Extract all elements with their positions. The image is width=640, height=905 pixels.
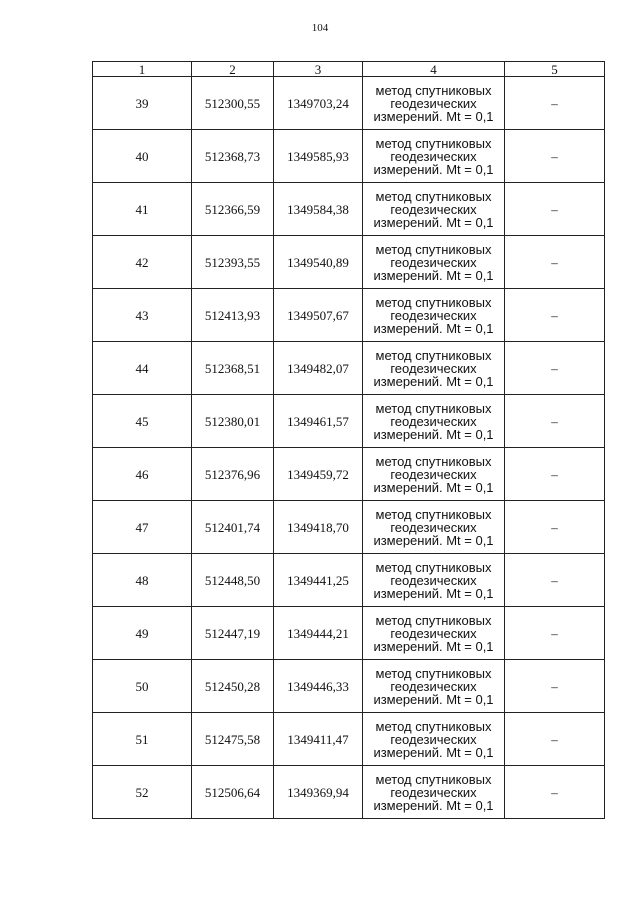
x-coordinate-cell: 512401,74 xyxy=(192,501,274,554)
table-body xyxy=(93,62,605,819)
point-number-cell: 40 xyxy=(93,130,192,183)
description-cell: – xyxy=(505,554,605,607)
point-number-cell: 52 xyxy=(93,766,192,819)
description-cell: – xyxy=(505,236,605,289)
table-row xyxy=(93,342,605,395)
x-coordinate-cell: 512368,73 xyxy=(192,130,274,183)
method-cell: метод спутниковых геодезических измерений. Mt = 0,1 xyxy=(363,501,505,554)
description-cell: – xyxy=(505,289,605,342)
method-cell: метод спутниковых геодезических измерений. Mt = 0,1 xyxy=(363,77,505,130)
header-cell-1: 1 xyxy=(93,62,192,77)
y-coordinate-cell: 1349441,25 xyxy=(274,554,363,607)
method-cell: метод спутниковых геодезических измерений. Mt = 0,1 xyxy=(363,236,505,289)
point-number-cell: 47 xyxy=(93,501,192,554)
table-row xyxy=(93,289,605,342)
method-cell: метод спутниковых геодезических измерений. Mt = 0,1 xyxy=(363,289,505,342)
description-cell: – xyxy=(505,77,605,130)
table-row xyxy=(93,501,605,554)
x-coordinate-cell: 512413,93 xyxy=(192,289,274,342)
x-coordinate-cell: 512448,50 xyxy=(192,554,274,607)
point-number-cell: 46 xyxy=(93,448,192,501)
point-number-cell: 49 xyxy=(93,607,192,660)
table-row xyxy=(93,77,605,130)
y-coordinate-cell: 1349369,94 xyxy=(274,766,363,819)
description-cell: – xyxy=(505,766,605,819)
method-cell: метод спутниковых геодезических измерений. Mt = 0,1 xyxy=(363,342,505,395)
table-row xyxy=(93,660,605,713)
table-header-row xyxy=(93,62,605,77)
point-number-cell: 39 xyxy=(93,77,192,130)
point-number-cell: 50 xyxy=(93,660,192,713)
point-number-cell: 43 xyxy=(93,289,192,342)
method-cell: метод спутниковых геодезических измерений. Mt = 0,1 xyxy=(363,607,505,660)
x-coordinate-cell: 512450,28 xyxy=(192,660,274,713)
table-row xyxy=(93,236,605,289)
description-cell: – xyxy=(505,342,605,395)
header-cell-4: 4 xyxy=(363,62,505,77)
table-row xyxy=(93,183,605,236)
x-coordinate-cell: 512447,19 xyxy=(192,607,274,660)
table-row xyxy=(93,130,605,183)
y-coordinate-cell: 1349446,33 xyxy=(274,660,363,713)
table-row xyxy=(93,607,605,660)
point-number-cell: 42 xyxy=(93,236,192,289)
method-cell: метод спутниковых геодезических измерений. Mt = 0,1 xyxy=(363,713,505,766)
header-cell-3: 3 xyxy=(274,62,363,77)
method-cell: метод спутниковых геодезических измерений. Mt = 0,1 xyxy=(363,448,505,501)
table-row xyxy=(93,395,605,448)
y-coordinate-cell: 1349411,47 xyxy=(274,713,363,766)
table-row xyxy=(93,554,605,607)
description-cell: – xyxy=(505,607,605,660)
y-coordinate-cell: 1349444,21 xyxy=(274,607,363,660)
coordinates-table xyxy=(92,61,605,819)
point-number-cell: 44 xyxy=(93,342,192,395)
y-coordinate-cell: 1349418,70 xyxy=(274,501,363,554)
description-cell: – xyxy=(505,448,605,501)
page-number: 104 xyxy=(311,22,329,34)
description-cell: – xyxy=(505,183,605,236)
x-coordinate-cell: 512506,64 xyxy=(192,766,274,819)
point-number-cell: 51 xyxy=(93,713,192,766)
y-coordinate-cell: 1349461,57 xyxy=(274,395,363,448)
x-coordinate-cell: 512300,55 xyxy=(192,77,274,130)
y-coordinate-cell: 1349482,07 xyxy=(274,342,363,395)
method-cell: метод спутниковых геодезических измерений. Mt = 0,1 xyxy=(363,554,505,607)
header-cell-5: 5 xyxy=(505,62,605,77)
x-coordinate-cell: 512393,55 xyxy=(192,236,274,289)
y-coordinate-cell: 1349584,38 xyxy=(274,183,363,236)
method-cell: метод спутниковых геодезических измерений. Mt = 0,1 xyxy=(363,395,505,448)
description-cell: – xyxy=(505,130,605,183)
y-coordinate-cell: 1349703,24 xyxy=(274,77,363,130)
y-coordinate-cell: 1349585,93 xyxy=(274,130,363,183)
description-cell: – xyxy=(505,395,605,448)
x-coordinate-cell: 512380,01 xyxy=(192,395,274,448)
method-cell: метод спутниковых геодезических измерений. Mt = 0,1 xyxy=(363,766,505,819)
method-cell: метод спутниковых геодезических измерений. Mt = 0,1 xyxy=(363,660,505,713)
method-cell: метод спутниковых геодезических измерений. Mt = 0,1 xyxy=(363,183,505,236)
description-cell: – xyxy=(505,660,605,713)
table-row xyxy=(93,713,605,766)
point-number-cell: 45 xyxy=(93,395,192,448)
description-cell: – xyxy=(505,713,605,766)
point-number-cell: 48 xyxy=(93,554,192,607)
y-coordinate-cell: 1349459,72 xyxy=(274,448,363,501)
table-row xyxy=(93,448,605,501)
method-cell: метод спутниковых геодезических измерений. Mt = 0,1 xyxy=(363,130,505,183)
x-coordinate-cell: 512475,58 xyxy=(192,713,274,766)
x-coordinate-cell: 512366,59 xyxy=(192,183,274,236)
x-coordinate-cell: 512376,96 xyxy=(192,448,274,501)
x-coordinate-cell: 512368,51 xyxy=(192,342,274,395)
y-coordinate-cell: 1349507,67 xyxy=(274,289,363,342)
table-row xyxy=(93,766,605,819)
point-number-cell: 41 xyxy=(93,183,192,236)
header-cell-2: 2 xyxy=(192,62,274,77)
description-cell: – xyxy=(505,501,605,554)
y-coordinate-cell: 1349540,89 xyxy=(274,236,363,289)
